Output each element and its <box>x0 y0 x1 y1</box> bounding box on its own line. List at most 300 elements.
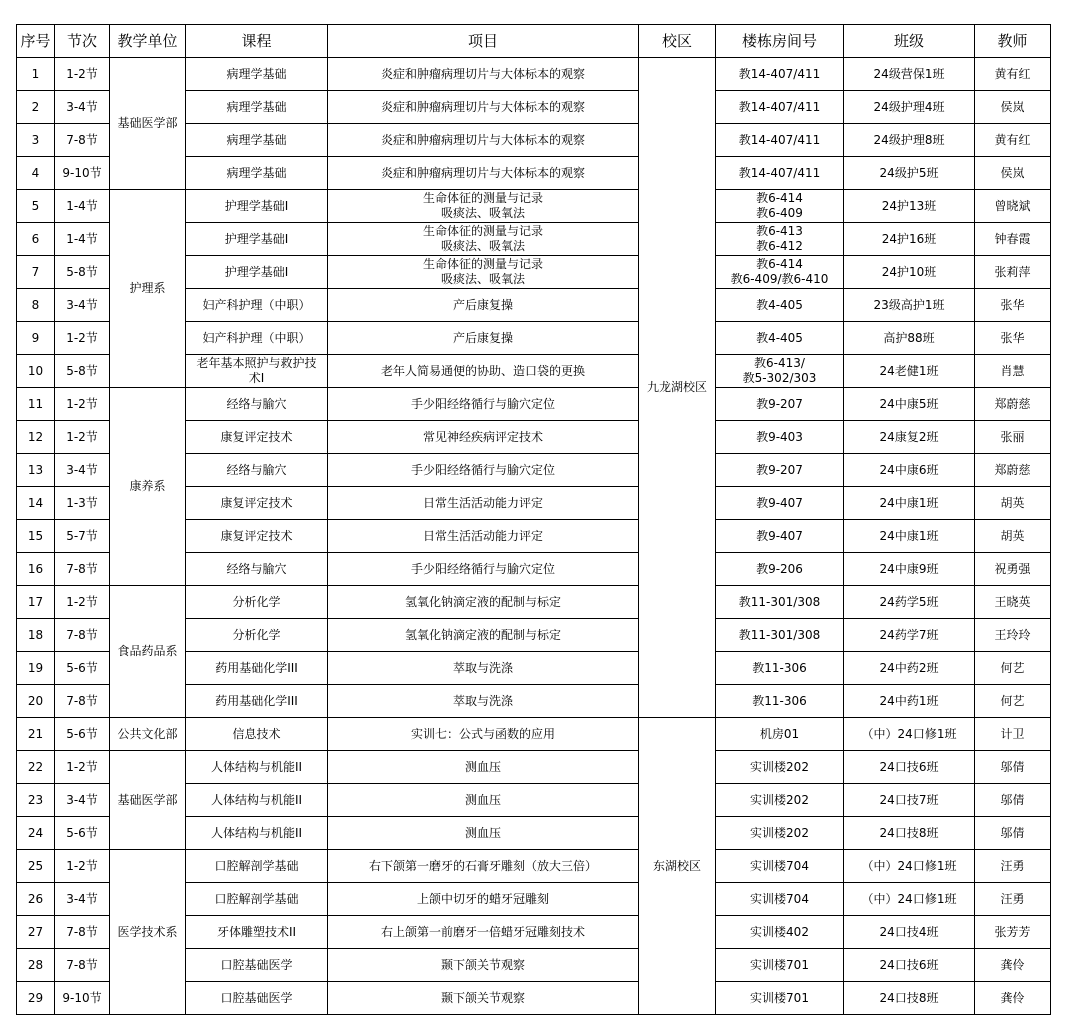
class-cell: 24中康1班 <box>844 487 975 520</box>
cell-line: 实训楼701 <box>750 957 809 972</box>
cell-line: 人体结构与机能II <box>210 825 303 840</box>
project-cell <box>328 91 639 124</box>
project-cell <box>328 322 639 355</box>
cell-line: 妇产科护理（中职） <box>202 330 311 345</box>
cell-line: 教9-407 <box>756 495 803 510</box>
period-cell: 5-8节 <box>55 256 110 289</box>
header-teacher: 教师 <box>975 25 1051 58</box>
project-cell <box>328 916 639 949</box>
row-number: 9 <box>17 322 55 355</box>
header-room: 楼栋房间号 <box>716 25 844 58</box>
row-number: 13 <box>17 454 55 487</box>
project-cell <box>328 619 639 652</box>
cell-line: 日常生活活动能力评定 <box>422 528 543 543</box>
teacher-cell: 龚伶 <box>975 949 1051 982</box>
class-cell: 24级护理8班 <box>844 124 975 157</box>
cell-line: 教14-407/411 <box>738 99 821 114</box>
row-number: 27 <box>17 916 55 949</box>
period-cell: 1-2节 <box>55 421 110 454</box>
class-cell: （中）24口修1班 <box>844 850 975 883</box>
cell-line: 教9-403 <box>756 429 803 444</box>
cell-line: 萃取与洗涤 <box>452 693 513 708</box>
cell-line: 吸痰法、吸氧法 <box>440 206 525 220</box>
project-cell <box>328 124 639 157</box>
cell-line: 信息技术 <box>232 726 281 741</box>
period-cell: 7-8节 <box>55 553 110 586</box>
cell-line: 炎症和肿瘤病理切片与大体标本的观察 <box>380 132 585 147</box>
course-cell <box>186 784 328 817</box>
cell-line: 手少阳经络循行与腧穴定位 <box>410 462 555 477</box>
period-cell: 7-8节 <box>55 916 110 949</box>
period-cell: 5-6节 <box>55 652 110 685</box>
cell-line: 炎症和肿瘤病理切片与大体标本的观察 <box>380 66 585 81</box>
room-cell <box>716 124 844 157</box>
unit-cell: 医学技术系 <box>110 850 186 1015</box>
room-cell <box>716 817 844 850</box>
teacher-cell: 何艺 <box>975 652 1051 685</box>
room-cell <box>716 751 844 784</box>
period-cell: 1-2节 <box>55 751 110 784</box>
project-cell <box>328 949 639 982</box>
cell-line: 口腔解剖学基础 <box>214 891 299 906</box>
cell-line: 右下颌第一磨牙的石膏牙雕刻（放大三倍） <box>368 858 597 873</box>
teacher-cell: 胡英 <box>975 520 1051 553</box>
cell-line: 经络与腧穴 <box>226 396 287 411</box>
cell-line: 测血压 <box>464 759 501 774</box>
room-cell <box>716 157 844 190</box>
teacher-cell: 王晓英 <box>975 586 1051 619</box>
cell-line: 产后康复操 <box>452 330 513 345</box>
project-cell <box>328 256 639 289</box>
header-campus: 校区 <box>639 25 716 58</box>
project-cell <box>328 817 639 850</box>
cell-line: 教4-405 <box>756 330 803 345</box>
class-cell: 24中药2班 <box>844 652 975 685</box>
project-cell <box>328 487 639 520</box>
project-cell <box>328 520 639 553</box>
room-cell <box>716 487 844 520</box>
row-number: 8 <box>17 289 55 322</box>
project-cell <box>328 421 639 454</box>
cell-line: 口腔解剖学基础 <box>214 858 299 873</box>
project-cell <box>328 157 639 190</box>
room-cell <box>716 916 844 949</box>
cell-line: 颞下颌关节观察 <box>440 957 525 972</box>
project-cell <box>328 388 639 421</box>
course-cell <box>186 91 328 124</box>
table-row <box>17 58 1051 91</box>
class-cell: 24药学7班 <box>844 619 975 652</box>
course-cell <box>186 619 328 652</box>
table-header <box>17 25 1051 58</box>
room-cell <box>716 652 844 685</box>
cell-line: 教6-409 <box>756 206 803 220</box>
teacher-cell: 肖慧 <box>975 355 1051 388</box>
row-number: 6 <box>17 223 55 256</box>
course-cell <box>186 190 328 223</box>
room-cell <box>716 520 844 553</box>
cell-line: 氢氧化钠滴定液的配制与标定 <box>404 594 561 609</box>
row-number: 3 <box>17 124 55 157</box>
course-cell <box>186 322 328 355</box>
project-cell <box>328 982 639 1015</box>
cell-line: 教6-409/教6-410 <box>730 272 829 286</box>
teacher-cell: 张芳芳 <box>975 916 1051 949</box>
cell-line: 生命体征的测量与记录 <box>422 257 543 271</box>
cell-line: 实训楼701 <box>750 990 809 1005</box>
room-cell <box>716 784 844 817</box>
unit-cell: 基础医学部 <box>110 58 186 190</box>
class-cell: 高护88班 <box>844 322 975 355</box>
row-number: 5 <box>17 190 55 223</box>
cell-line: 萃取与洗涤 <box>452 660 513 675</box>
room-cell <box>716 256 844 289</box>
room-cell <box>716 586 844 619</box>
table-row <box>17 190 1051 223</box>
class-cell: （中）24口修1班 <box>844 718 975 751</box>
cell-line: 妇产科护理（中职） <box>202 297 311 312</box>
class-cell: 24中药1班 <box>844 685 975 718</box>
cell-line: 护理学基础I <box>224 231 289 246</box>
header-class: 班级 <box>844 25 975 58</box>
project-cell <box>328 685 639 718</box>
teacher-cell: 侯岚 <box>975 157 1051 190</box>
project-cell <box>328 553 639 586</box>
campus-cell: 九龙湖校区 <box>639 58 716 718</box>
cell-line: 药用基础化学III <box>215 660 298 675</box>
class-cell: 24口技4班 <box>844 916 975 949</box>
room-cell <box>716 454 844 487</box>
class-cell: 24级营保1班 <box>844 58 975 91</box>
room-cell <box>716 553 844 586</box>
row-number: 19 <box>17 652 55 685</box>
row-number: 10 <box>17 355 55 388</box>
teacher-cell: 何艺 <box>975 685 1051 718</box>
row-number: 2 <box>17 91 55 124</box>
period-cell: 1-2节 <box>55 586 110 619</box>
project-cell <box>328 850 639 883</box>
teacher-cell: 黄有红 <box>975 58 1051 91</box>
header-project: 项目 <box>328 25 639 58</box>
course-cell <box>186 223 328 256</box>
class-cell: 24护10班 <box>844 256 975 289</box>
teacher-cell: 计卫 <box>975 718 1051 751</box>
cell-line: 氢氧化钠滴定液的配制与标定 <box>404 627 561 642</box>
cell-line: 教9-207 <box>756 396 803 411</box>
course-cell <box>186 124 328 157</box>
period-cell: 1-2节 <box>55 58 110 91</box>
project-cell <box>328 190 639 223</box>
cell-line: 康复评定技术 <box>220 429 293 444</box>
room-cell <box>716 388 844 421</box>
room-cell <box>716 718 844 751</box>
project-cell <box>328 223 639 256</box>
cell-line: 老年基本照护与救护技 <box>196 356 317 370</box>
cell-line: 实训楼202 <box>750 792 809 807</box>
cell-line: 教9-207 <box>756 462 803 477</box>
cell-line: 药用基础化学III <box>215 693 298 708</box>
class-cell: 24口技7班 <box>844 784 975 817</box>
class-cell: 23级高护1班 <box>844 289 975 322</box>
cell-line: 教6-413/ <box>754 356 805 370</box>
course-cell <box>186 586 328 619</box>
room-cell <box>716 223 844 256</box>
row-number: 17 <box>17 586 55 619</box>
cell-line: 教6-414 <box>756 257 803 271</box>
cell-line: 教4-405 <box>756 297 803 312</box>
period-cell: 5-8节 <box>55 355 110 388</box>
header-row <box>17 25 1051 58</box>
row-number: 7 <box>17 256 55 289</box>
cell-line: 康复评定技术 <box>220 495 293 510</box>
cell-line: 教11-306 <box>752 693 807 708</box>
header-period: 节次 <box>55 25 110 58</box>
teacher-cell: 黄有红 <box>975 124 1051 157</box>
class-cell: 24护16班 <box>844 223 975 256</box>
room-cell <box>716 619 844 652</box>
row-number: 1 <box>17 58 55 91</box>
room-cell <box>716 949 844 982</box>
room-cell <box>716 883 844 916</box>
row-number: 23 <box>17 784 55 817</box>
project-cell <box>328 784 639 817</box>
row-number: 4 <box>17 157 55 190</box>
course-cell <box>186 355 328 388</box>
cell-line: 炎症和肿瘤病理切片与大体标本的观察 <box>380 165 585 180</box>
period-cell: 9-10节 <box>55 157 110 190</box>
course-cell <box>186 421 328 454</box>
course-cell <box>186 256 328 289</box>
cell-line: 分析化学 <box>232 594 281 609</box>
cell-line: 护理学基础I <box>224 198 289 213</box>
cell-line: 经络与腧穴 <box>226 462 287 477</box>
schedule-table <box>16 24 1051 1015</box>
period-cell: 1-2节 <box>55 388 110 421</box>
course-cell <box>186 652 328 685</box>
course-cell <box>186 850 328 883</box>
cell-line: 教11-306 <box>752 660 807 675</box>
campus-cell: 东湖校区 <box>639 718 716 1015</box>
cell-line: 日常生活活动能力评定 <box>422 495 543 510</box>
cell-line: 教5-302/303 <box>742 371 817 385</box>
table-row <box>17 586 1051 619</box>
class-cell: 24中康6班 <box>844 454 975 487</box>
table-row <box>17 718 1051 751</box>
cell-line: 测血压 <box>464 825 501 840</box>
cell-line: 口腔基础医学 <box>220 957 293 972</box>
cell-line: 术I <box>248 371 265 385</box>
class-cell: 24口技8班 <box>844 817 975 850</box>
cell-line: 常见神经疾病评定技术 <box>422 429 543 444</box>
cell-line: 颞下颌关节观察 <box>440 990 525 1005</box>
cell-line: 实训楼704 <box>750 858 809 873</box>
course-cell <box>186 718 328 751</box>
cell-line: 教14-407/411 <box>738 165 821 180</box>
class-cell: 24药学5班 <box>844 586 975 619</box>
header-no: 序号 <box>17 25 55 58</box>
teacher-cell: 郑蔚慈 <box>975 454 1051 487</box>
period-cell: 5-7节 <box>55 520 110 553</box>
cell-line: 教14-407/411 <box>738 132 821 147</box>
period-cell: 7-8节 <box>55 949 110 982</box>
course-cell <box>186 916 328 949</box>
unit-cell: 护理系 <box>110 190 186 388</box>
teacher-cell: 邬倩 <box>975 751 1051 784</box>
course-cell <box>186 454 328 487</box>
class-cell: 24中康5班 <box>844 388 975 421</box>
project-cell <box>328 718 639 751</box>
project-cell <box>328 355 639 388</box>
teacher-cell: 曾晓斌 <box>975 190 1051 223</box>
project-cell <box>328 454 639 487</box>
cell-line: 病理学基础 <box>226 99 287 114</box>
class-cell: 24康复2班 <box>844 421 975 454</box>
cell-line: 实训楼202 <box>750 759 809 774</box>
cell-line: 生命体征的测量与记录 <box>422 191 543 205</box>
cell-line: 机房01 <box>759 726 800 741</box>
room-cell <box>716 685 844 718</box>
course-cell <box>186 520 328 553</box>
unit-cell: 康养系 <box>110 388 186 586</box>
room-cell <box>716 850 844 883</box>
teacher-cell: 龚伶 <box>975 982 1051 1015</box>
cell-line: 病理学基础 <box>226 165 287 180</box>
room-cell <box>716 355 844 388</box>
project-cell <box>328 586 639 619</box>
row-number: 21 <box>17 718 55 751</box>
unit-cell: 公共文化部 <box>110 718 186 751</box>
cell-line: 病理学基础 <box>226 66 287 81</box>
cell-line: 病理学基础 <box>226 132 287 147</box>
period-cell: 1-4节 <box>55 190 110 223</box>
project-cell <box>328 289 639 322</box>
course-cell <box>186 487 328 520</box>
teacher-cell: 张丽 <box>975 421 1051 454</box>
period-cell: 7-8节 <box>55 124 110 157</box>
teacher-cell: 钟春霞 <box>975 223 1051 256</box>
unit-cell: 基础医学部 <box>110 751 186 850</box>
period-cell: 5-6节 <box>55 817 110 850</box>
teacher-cell: 张莉萍 <box>975 256 1051 289</box>
cell-line: 生命体征的测量与记录 <box>422 224 543 238</box>
course-cell <box>186 883 328 916</box>
period-cell: 3-4节 <box>55 91 110 124</box>
period-cell: 9-10节 <box>55 982 110 1015</box>
row-number: 20 <box>17 685 55 718</box>
cell-line: 实训楼704 <box>750 891 809 906</box>
row-number: 14 <box>17 487 55 520</box>
class-cell: 24口技6班 <box>844 751 975 784</box>
teacher-cell: 张华 <box>975 322 1051 355</box>
table-row <box>17 751 1051 784</box>
cell-line: 经络与腧穴 <box>226 561 287 576</box>
course-cell <box>186 817 328 850</box>
cell-line: 牙体雕塑技术II <box>216 924 297 939</box>
cell-line: 教9-407 <box>756 528 803 543</box>
cell-line: 手少阳经络循行与腧穴定位 <box>410 561 555 576</box>
cell-line: 实训楼202 <box>750 825 809 840</box>
teacher-cell: 张华 <box>975 289 1051 322</box>
course-cell <box>186 751 328 784</box>
class-cell: 24口技6班 <box>844 949 975 982</box>
course-cell <box>186 553 328 586</box>
room-cell <box>716 982 844 1015</box>
unit-cell: 食品药品系 <box>110 586 186 718</box>
teacher-cell: 汪勇 <box>975 883 1051 916</box>
period-cell: 7-8节 <box>55 619 110 652</box>
class-cell: 24中康1班 <box>844 520 975 553</box>
cell-line: 吸痰法、吸氧法 <box>440 239 525 253</box>
room-cell <box>716 91 844 124</box>
row-number: 11 <box>17 388 55 421</box>
class-cell: 24口技8班 <box>844 982 975 1015</box>
cell-line: 教9-206 <box>756 561 803 576</box>
row-number: 26 <box>17 883 55 916</box>
cell-line: 教14-407/411 <box>738 66 821 81</box>
cell-line: 测血压 <box>464 792 501 807</box>
course-cell <box>186 157 328 190</box>
table-row <box>17 850 1051 883</box>
class-cell: 24护13班 <box>844 190 975 223</box>
cell-line: 实训楼402 <box>750 924 809 939</box>
room-cell <box>716 322 844 355</box>
cell-line: 人体结构与机能II <box>210 759 303 774</box>
room-cell <box>716 289 844 322</box>
course-cell <box>186 949 328 982</box>
cell-line: 教11-301/308 <box>738 594 821 609</box>
row-number: 22 <box>17 751 55 784</box>
period-cell: 1-2节 <box>55 322 110 355</box>
course-cell <box>186 289 328 322</box>
period-cell: 3-4节 <box>55 289 110 322</box>
row-number: 16 <box>17 553 55 586</box>
teacher-cell: 邬倩 <box>975 784 1051 817</box>
project-cell <box>328 58 639 91</box>
period-cell: 1-3节 <box>55 487 110 520</box>
cell-line: 分析化学 <box>232 627 281 642</box>
cell-line: 实训七：公式与函数的应用 <box>410 726 555 741</box>
teacher-cell: 邬倩 <box>975 817 1051 850</box>
row-number: 24 <box>17 817 55 850</box>
teacher-cell: 汪勇 <box>975 850 1051 883</box>
course-cell <box>186 388 328 421</box>
header-unit: 教学单位 <box>110 25 186 58</box>
period-cell: 3-4节 <box>55 784 110 817</box>
cell-line: 手少阳经络循行与腧穴定位 <box>410 396 555 411</box>
cell-line: 产后康复操 <box>452 297 513 312</box>
row-number: 29 <box>17 982 55 1015</box>
cell-line: 炎症和肿瘤病理切片与大体标本的观察 <box>380 99 585 114</box>
header-course: 课程 <box>186 25 328 58</box>
teacher-cell: 侯岚 <box>975 91 1051 124</box>
cell-line: 教11-301/308 <box>738 627 821 642</box>
cell-line: 口腔基础医学 <box>220 990 293 1005</box>
class-cell: 24老健1班 <box>844 355 975 388</box>
project-cell <box>328 751 639 784</box>
cell-line: 康复评定技术 <box>220 528 293 543</box>
class-cell: 24级护5班 <box>844 157 975 190</box>
period-cell: 7-8节 <box>55 685 110 718</box>
table-body <box>17 58 1051 1015</box>
row-number: 25 <box>17 850 55 883</box>
cell-line: 教6-413 <box>756 224 803 238</box>
room-cell <box>716 190 844 223</box>
period-cell: 3-4节 <box>55 883 110 916</box>
course-cell <box>186 982 328 1015</box>
room-cell <box>716 58 844 91</box>
row-number: 15 <box>17 520 55 553</box>
period-cell: 1-4节 <box>55 223 110 256</box>
